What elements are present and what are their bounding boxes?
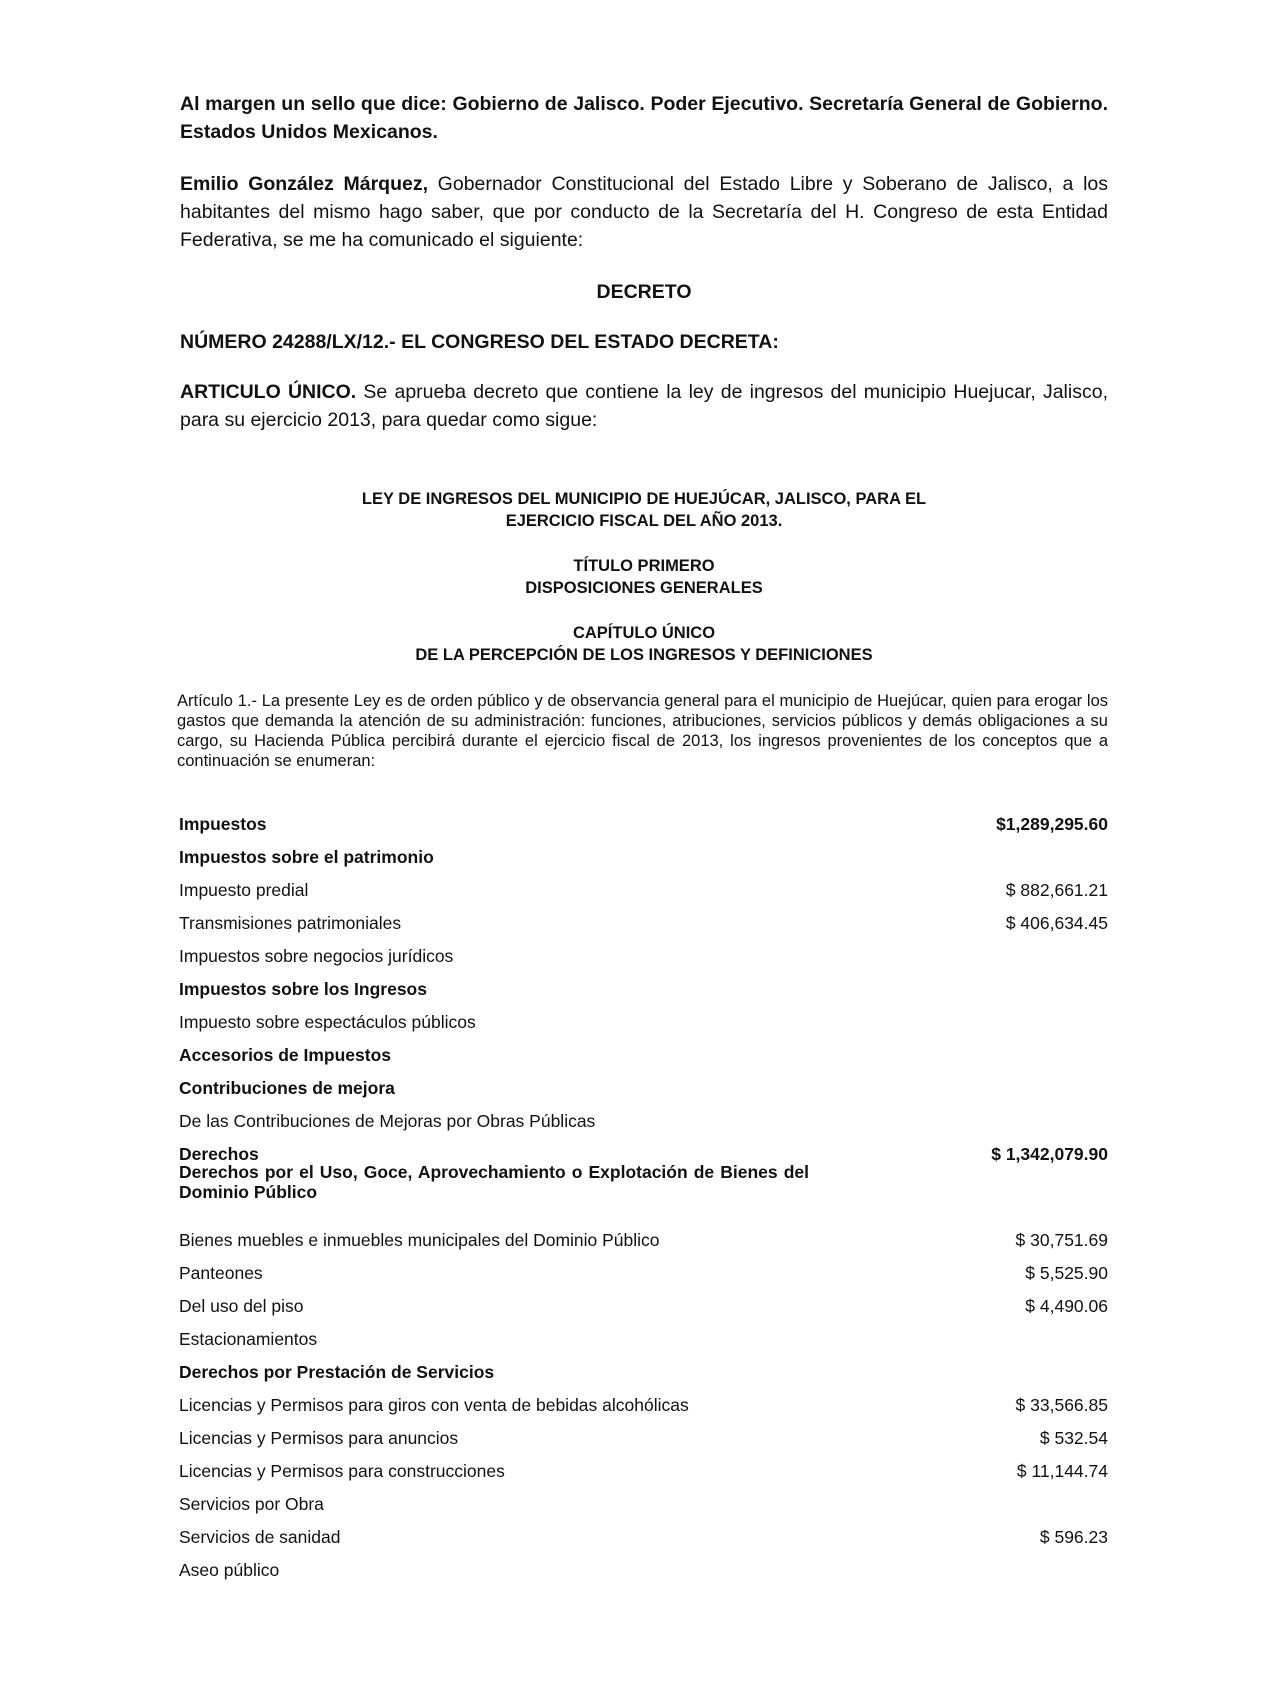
- row-label: Transmisiones patrimoniales: [179, 913, 402, 933]
- table-row: [179, 1010, 1108, 1034]
- articulo-unico-label: ARTICULO ÚNICO.: [180, 381, 357, 403]
- decreto-heading: DECRETO: [596, 281, 692, 303]
- law-title-line1: LEY DE INGRESOS DEL MUNICIPIO DE HUEJÚCAR, JALISCO, PARA EL: [361, 490, 927, 508]
- row-amount: $ 5,525.90: [1025, 1263, 1108, 1283]
- row-label: Impuestos: [179, 814, 267, 834]
- row-label: Bienes muebles e inmuebles municipales del Dominio Público: [179, 1230, 660, 1250]
- row-label: Derechos por el Uso, Goce, Aprovechamiento o Explotación de Bienes del Dominio Público: [179, 1162, 809, 1202]
- table-row: [179, 1162, 1108, 1202]
- row-label: Servicios por Obra: [179, 1494, 324, 1514]
- table-row: [179, 845, 1108, 869]
- row-label: Impuesto sobre espectáculos públicos: [179, 1012, 476, 1032]
- articulo-1-paragraph: Artículo 1.- La presente Ley es de orden público y de observancia general para el municipio de Huejúcar, quien para erogar los gastos que demanda la atención de su administración: funciones, atribuciones, servicios públicos y demás obligaciones a su cargo, su Hacienda Pública percibirá durante el ejercicio fiscal de 2013, los ingresos provenientes de los conceptos que a continuación se enumeran:: [177, 692, 1108, 770]
- row-amount: $ 596.23: [1039, 1527, 1108, 1547]
- table-row: [179, 1393, 1108, 1417]
- table-row: [179, 1525, 1108, 1549]
- row-label: De las Contribuciones de Mejoras por Obras Públicas: [179, 1111, 596, 1131]
- table-row: [179, 1360, 1108, 1384]
- row-label: Servicios de sanidad: [179, 1527, 341, 1547]
- table-row: [179, 944, 1108, 968]
- row-label: Impuestos sobre el patrimonio: [179, 847, 434, 867]
- row-amount: $ 30,751.69: [1015, 1230, 1108, 1250]
- table-row: [179, 1492, 1108, 1516]
- row-amount: $1,289,295.60: [996, 814, 1108, 834]
- titulo-line2: DISPOSICIONES GENERALES: [525, 579, 763, 597]
- row-amount: $ 532.54: [1039, 1428, 1108, 1448]
- row-label: Accesorios de Impuestos: [179, 1045, 392, 1065]
- law-title-line2: EJERCICIO FISCAL DEL AÑO 2013.: [505, 512, 783, 530]
- row-amount: $ 4,490.06: [1025, 1296, 1108, 1316]
- titulo-heading: [180, 555, 1108, 599]
- row-label: Impuestos sobre los Ingresos: [179, 979, 427, 999]
- row-amount: $ 11,144.74: [1016, 1461, 1108, 1481]
- table-row: [179, 1076, 1108, 1100]
- table-row: [179, 1294, 1108, 1318]
- row-amount: $ 406,634.45: [1005, 913, 1108, 933]
- capitulo-line2: DE LA PERCEPCIÓN DE LOS INGRESOS Y DEFINICIONES: [415, 646, 873, 664]
- table-row: [179, 1109, 1108, 1133]
- titulo-line1: TÍTULO PRIMERO: [573, 557, 715, 575]
- row-label: Panteones: [179, 1263, 263, 1283]
- row-label: Licencias y Permisos para anuncios: [179, 1428, 459, 1448]
- seal-paragraph: [180, 90, 1108, 146]
- row-label: Del uso del piso: [179, 1296, 304, 1316]
- table-row: [179, 1327, 1108, 1351]
- table-row: [179, 1261, 1108, 1285]
- capitulo-line1: CAPÍTULO ÚNICO: [572, 624, 716, 642]
- row-label: Impuestos sobre negocios jurídicos: [179, 946, 454, 966]
- row-label: Derechos por Prestación de Servicios: [179, 1362, 495, 1382]
- row-label: Estacionamientos: [179, 1329, 318, 1349]
- table-row: [179, 1459, 1108, 1483]
- table-row: [179, 1426, 1108, 1450]
- table-row: [179, 911, 1108, 935]
- row-label: Licencias y Permisos para construcciones: [179, 1461, 505, 1481]
- table-row: [179, 1558, 1108, 1582]
- row-amount: $ 882,661.21: [1005, 880, 1108, 900]
- table-row: [179, 878, 1108, 902]
- governor-text: Gobernador Constitucional del Estado Libre y Soberano de Jalisco, a los habitantes del mismo hago saber, que por conducto de la Secretaría del H. Congreso de esta Entidad Federativa, se me ha comunicado el siguiente:: [180, 173, 1108, 251]
- articulo-unico-text: Se aprueba decreto que contiene la ley de ingresos del municipio Huejucar, Jalisco, para su ejercicio 2013, para quedar como sigue:: [180, 381, 1108, 431]
- row-label: Licencias y Permisos para giros con venta de bebidas alcohólicas: [179, 1395, 689, 1415]
- row-label: Aseo público: [179, 1560, 280, 1580]
- table-row: [179, 812, 1108, 836]
- row-amount: $ 33,566.85: [1015, 1395, 1108, 1415]
- governor-paragraph: [180, 170, 1108, 254]
- row-label: Impuesto predial: [179, 880, 309, 900]
- table-row: [179, 977, 1108, 1001]
- articulo-unico-paragraph: [180, 378, 1108, 434]
- table-row: [179, 1228, 1108, 1252]
- row-label: Derechos: [179, 1144, 259, 1164]
- numero-heading: NÚMERO 24288/LX/12.- EL CONGRESO DEL ESTADO DECRETA:: [180, 331, 779, 353]
- table-row: [179, 1043, 1108, 1067]
- law-title: [180, 488, 1108, 532]
- capitulo-heading: [180, 622, 1108, 666]
- row-amount: $ 1,342,079.90: [991, 1144, 1108, 1164]
- governor-name: Emilio González Márquez,: [180, 173, 428, 195]
- seal-text: Al margen un sello que dice: Gobierno de Jalisco. Poder Ejecutivo. Secretaría General de Gobierno. Estados Unidos Mexicanos.: [180, 93, 1108, 143]
- row-label: Contribuciones de mejora: [179, 1078, 395, 1098]
